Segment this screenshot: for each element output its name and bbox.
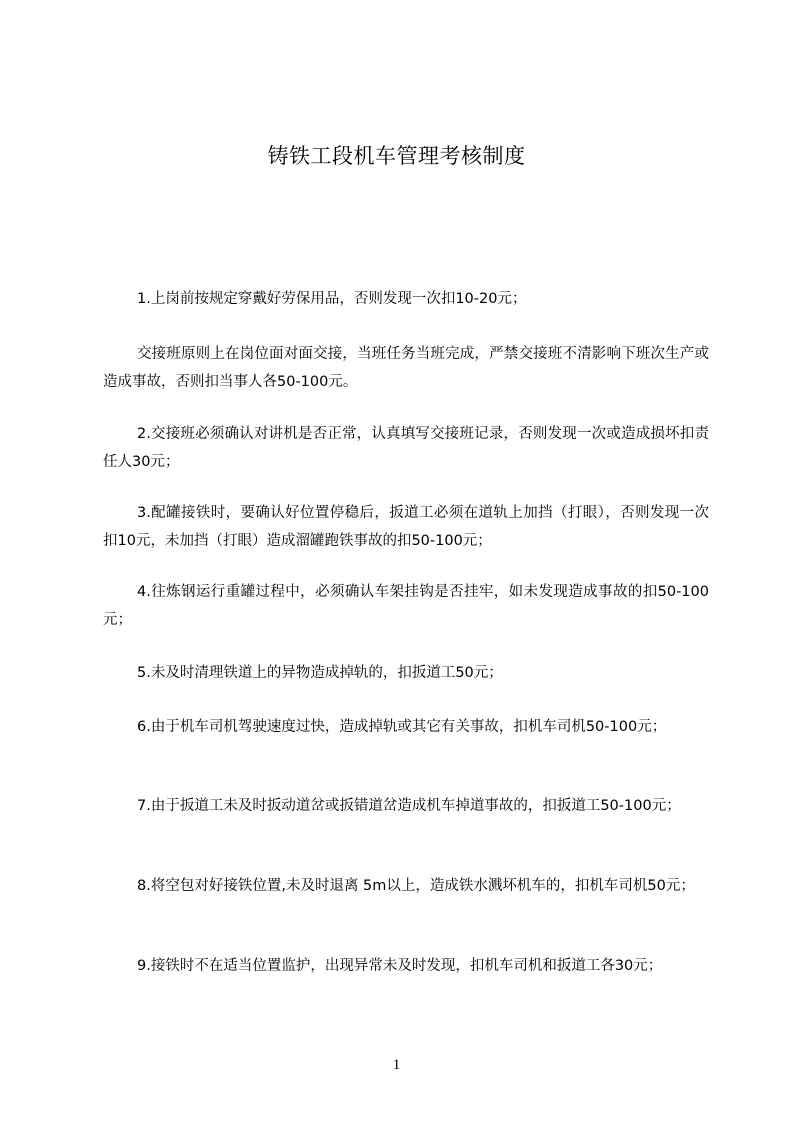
paragraph-4: 4.往炼钢运行重罐过程中，必须确认车架挂钩是否挂牢，如未发现造成事故的扣50-100元； xyxy=(103,584,709,628)
paragraph-5: 5.未及时清理铁道上的异物造成掉轨的，扣扳道工50元； xyxy=(137,665,503,681)
paragraph-8: 8.将空包对好接铁位置,未及时退离 5m以上，造成铁水溅坏机车的，扣机车司机50元； xyxy=(137,878,695,894)
paragraph-1: 1.上岗前按规定穿戴好劳保用品，否则发现一次扣10-20元； xyxy=(137,291,527,307)
paragraph-9: 9.接铁时不在适当位置监护，出现异常未及时发现，扣机车司机和扳道工各30元； xyxy=(137,958,663,974)
document-title: 铸铁工段机车管理考核制度 xyxy=(267,144,526,168)
page-number: 1 xyxy=(392,1057,401,1073)
paragraph-7: 7.由于扳道工未及时扳动道岔或扳错道岔造成机车掉道事故的，扣扳道工50-100元； xyxy=(137,798,681,814)
paragraph-2: 2.交接班必须确认对讲机是否正常，认真填写交接班记录，否则发现一次或造成损坏扣责任人30元； xyxy=(103,426,709,470)
paragraph-handover-principle: 交接班原则上在岗位面对面交接，当班任务当班完成，严禁交接班不清影响下班次生产或造成事故，否则扣当事人各50-100元。 xyxy=(103,346,709,390)
paragraph-6: 6.由于机车司机驾驶速度过快，造成掉轨或其它有关事故，扣机车司机50-100元； xyxy=(137,719,667,735)
paragraph-3: 3.配罐接铁时，要确认好位置停稳后，扳道工必须在道轨上加挡（打眼），否则发现一次扣10元，未加挡（打眼）造成溜罐跑铁事故的扣50-100元； xyxy=(103,505,709,549)
